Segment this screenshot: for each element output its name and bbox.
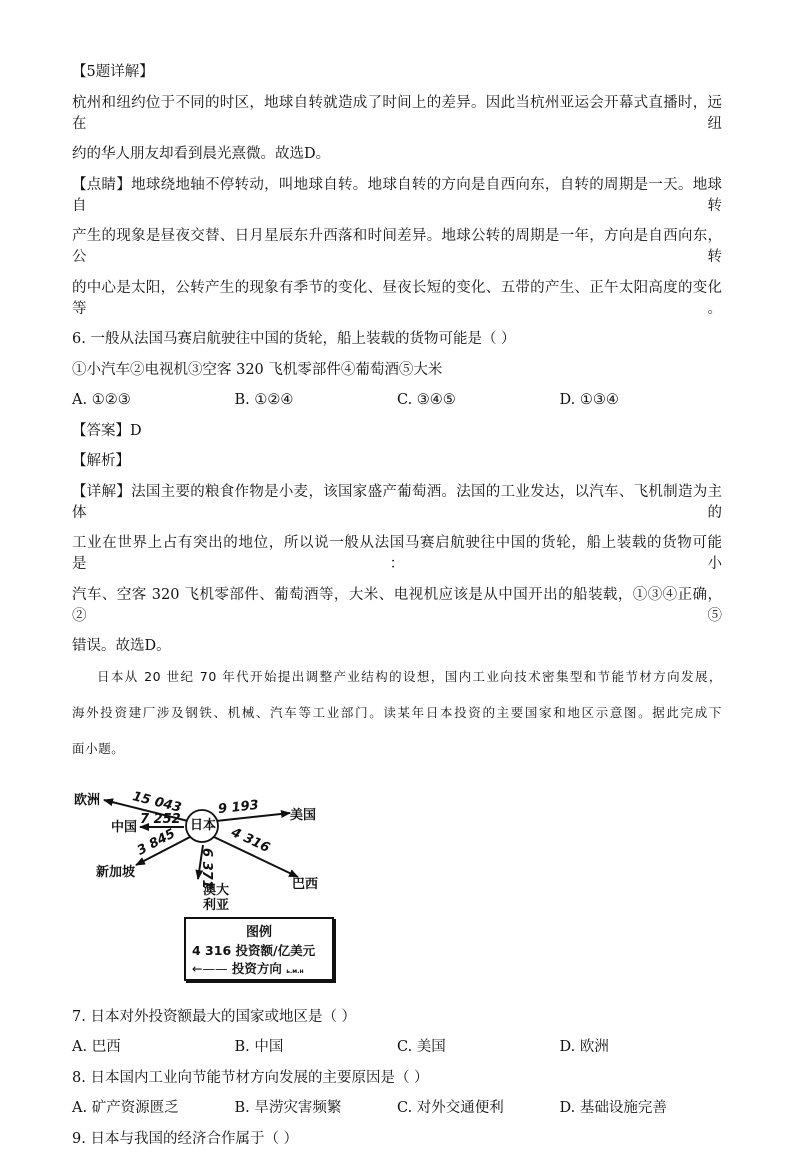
value-china: 7 252 (140, 811, 181, 827)
value-usa: 9 193 (217, 797, 260, 817)
value-europe: 15 043 (130, 788, 183, 816)
label-japan: 日本 (190, 817, 217, 833)
legend-value-label: 投资额/亿美元 (235, 942, 316, 958)
q9-question: 9. 日本与我国的经济合作属于（ ） (72, 1130, 299, 1147)
q8-option-a: A. 矿产资源匮乏 (72, 1100, 179, 1116)
legend-value-row (192, 941, 315, 959)
legend-title: 图例 (245, 924, 272, 940)
q6-detail-line: 错误。故选D。 (72, 638, 171, 654)
label-australia-1: 澳大 (203, 882, 230, 898)
label-china: 中国 (111, 819, 138, 835)
q5-tips-line: 的中心是太阳，公转产生的现象有季节的变化、昼夜长短的变化、五带的产生、正午太阳高度的变化等。 (72, 279, 722, 317)
value-australia: 6 371 (199, 847, 214, 889)
q7-question: 7. 日本对外投资额最大的国家或地区是（ ） (72, 1008, 357, 1025)
q7-option-c: C. 美国 (397, 1039, 446, 1055)
q6-options (72, 390, 722, 411)
q8-options (72, 1098, 722, 1119)
q7-option-a: A. 巴西 (72, 1039, 121, 1055)
q5-tips-line: 【点睛】地球绕地轴不停转动，叫地球自转。地球自转的方向是自西向东，自转的周期是一天。地球自转 (72, 176, 722, 214)
label-europe: 欧洲 (74, 792, 101, 808)
label-singapore: 新加坡 (96, 864, 136, 880)
value-brazil: 4 316 (228, 824, 272, 856)
q6-question: 6. 一般从法国马赛启航驶往中国的货轮，船上装载的货物可能是（ ） (72, 331, 516, 347)
q7-options (72, 1037, 722, 1058)
q6-items: ①小汽车②电视机③空客 320 飞机零部件④葡萄酒⑤大米 (72, 361, 443, 378)
q8-option-d: D. 基础设施完善 (559, 1100, 667, 1116)
intro-line: 日本从 20 世纪 70 年代开始提出调整产业结构的设想，国内工业向技术密集型和节能节材方向发展， (97, 668, 722, 684)
q8-option-c: C. 对外交通便利 (397, 1100, 504, 1116)
q7-option-b: B. 中国 (234, 1039, 284, 1055)
legend-value-sample: 4 316 (192, 942, 232, 958)
q8-option-b: B. 旱涝灾害频繁 (234, 1100, 342, 1116)
document-page (72, 62, 722, 1159)
intro-line: 海外投资建厂涉及钢铁、机械、汽车等工业部门。读某年日本投资的主要国家和地区示意图。据此完成下 (72, 704, 722, 720)
q6-detail-line: 【详解】法国主要的粮食作物是小麦，该国家盛产葡萄酒。法国的工业发达，以汽车、飞机制造为主体的 (72, 483, 722, 521)
label-usa: 美国 (290, 807, 317, 823)
legend-arrow-row (192, 959, 304, 977)
q6-option-a: A. ①②③ (72, 392, 131, 408)
q6-option-c: C. ③④⑤ (397, 392, 456, 408)
legend-arrow-extra: ь.м.н (286, 967, 304, 975)
q5-detail-line: 杭州和纽约位于不同的时区，地球自转就造成了时间上的差异。因此当杭州亚运会开幕式直播时，远在纽 (72, 94, 722, 132)
label-brazil: 巴西 (292, 876, 319, 892)
japan-investment-map (66, 775, 366, 995)
q6-option-b: B. ①②④ (234, 392, 294, 408)
label-australia-2: 利亚 (203, 897, 230, 913)
q5-detail-header: 【5题详解】 (72, 64, 154, 80)
legend-arrow-label: 投资方向 (231, 960, 282, 976)
q7-option-d: D. 欧洲 (559, 1039, 609, 1055)
q6-option-d: D. ①③④ (559, 392, 619, 408)
q6-analysis-title: 【解析】 (72, 453, 130, 469)
q5-tips-line: 产生的现象是昼夜交替、日月星辰东升西落和时间差异。地球公转的周期是一年，方向是自西向东，公转 (72, 228, 722, 265)
q6-detail-line: 汽车、空客 320 飞机零部件、葡萄酒等，大米、电视机应该是从中国开出的船装载，①③④正确，②⑤ (72, 586, 722, 624)
q6-detail-line: 工业在世界上占有突出的地位，所以说一般从法国马赛启航驶往中国的货轮，船上装载的货物可能是：小 (72, 535, 722, 572)
q8-question: 8. 日本国内工业向节能节材方向发展的主要原因是（ ） (72, 1069, 429, 1086)
intro-line: 面小题。 (72, 740, 125, 756)
q6-answer: 【答案】D (72, 422, 142, 439)
legend-arrow-icon: ←—— (192, 960, 228, 976)
q5-detail-line: 约的华人朋友却看到晨光熹微。故选D。 (72, 146, 331, 162)
map-legend (184, 917, 334, 981)
value-singapore: 3 845 (134, 825, 178, 859)
